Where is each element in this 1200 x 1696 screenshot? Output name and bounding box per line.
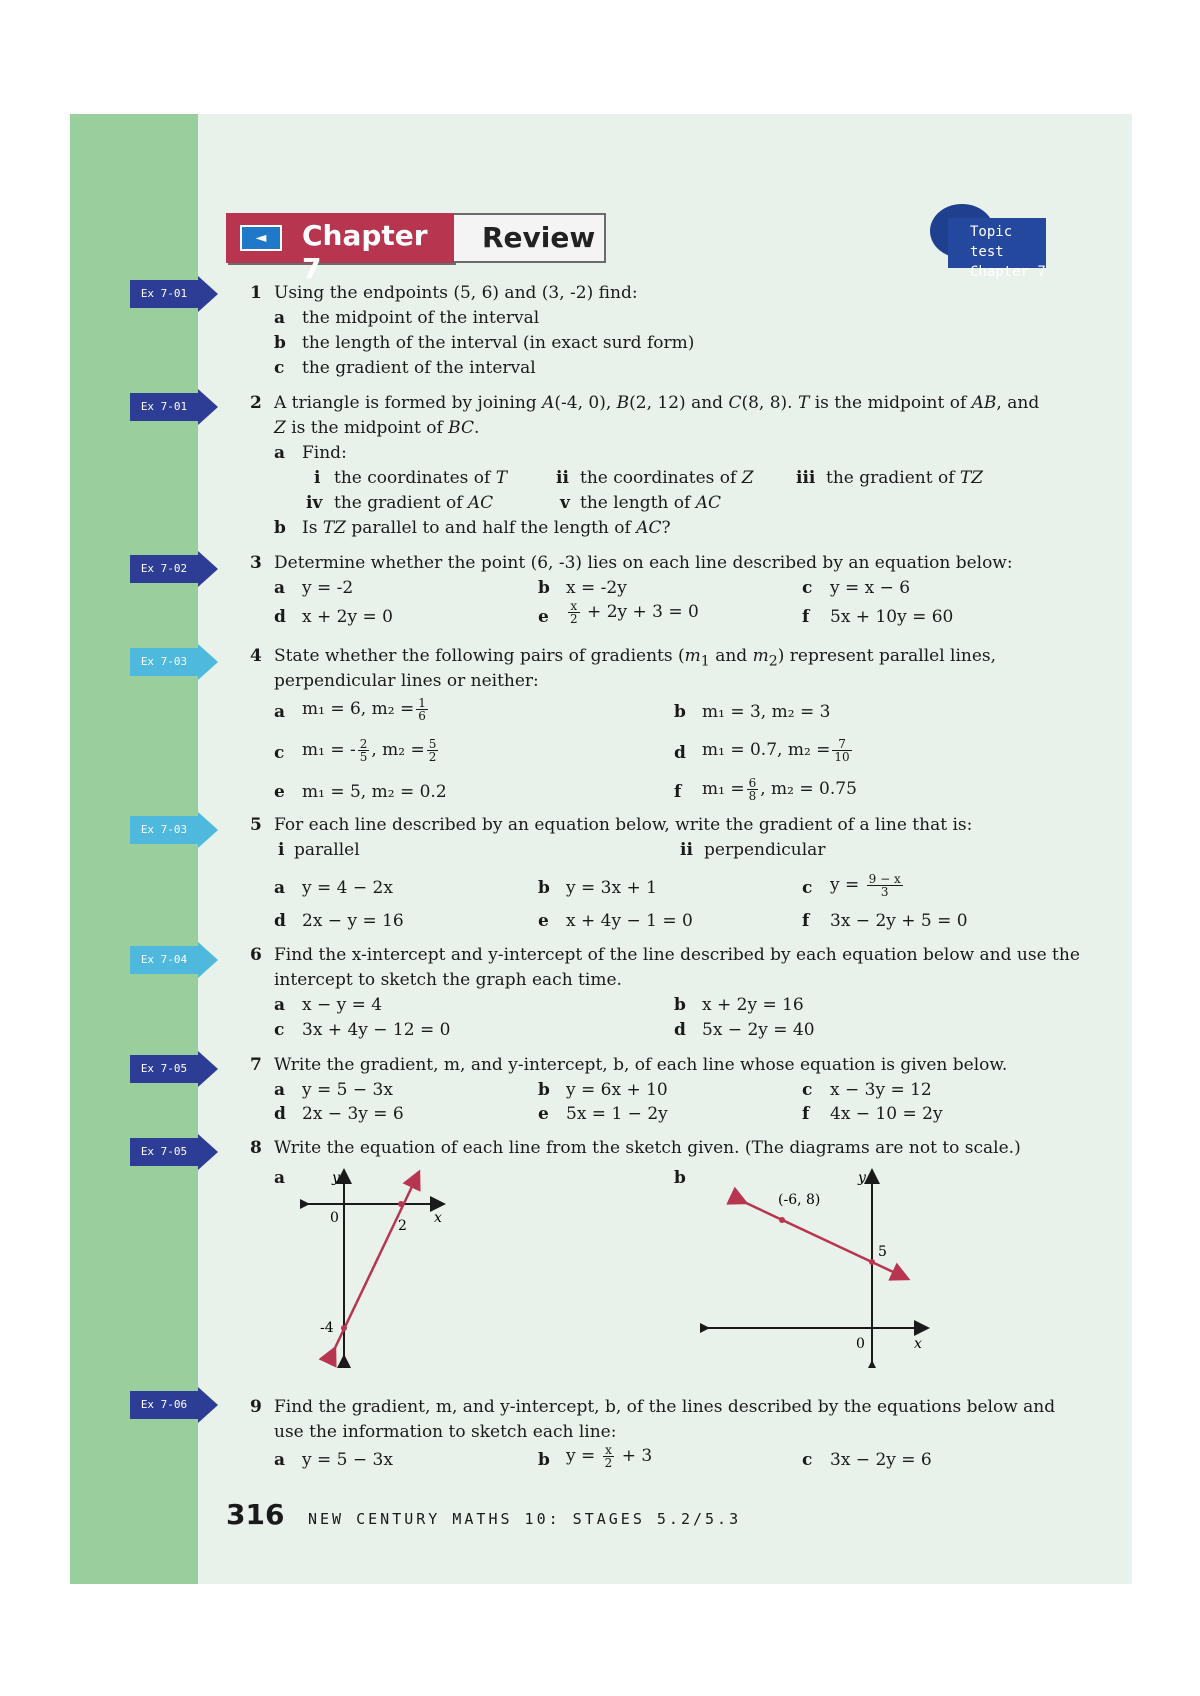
equation: x = -2y: [566, 578, 627, 598]
equation: y = -2: [302, 578, 354, 598]
question-number: 4: [250, 646, 262, 666]
equation: 2x − 3y = 6: [302, 1104, 404, 1124]
question-number: 6: [250, 945, 262, 965]
denominator: 2: [428, 750, 437, 764]
question-stem: Find the gradient, m, and y-intercept, b, of the lines described by the equations below and: [274, 1397, 1056, 1417]
var: C: [728, 393, 742, 413]
part-text: [302, 517, 671, 539]
exercise-link-tag[interactable]: [130, 555, 218, 583]
part-label: a: [274, 308, 286, 328]
text-run: , and: [996, 393, 1040, 413]
graph-b: [700, 1168, 940, 1368]
subpart-label: ii: [680, 840, 693, 860]
var: m: [752, 646, 769, 666]
part-label: a: [274, 1450, 286, 1470]
graph-line: [744, 1202, 906, 1278]
part-label: d: [674, 1020, 686, 1040]
text-run: and: [709, 646, 753, 666]
y-intercept-point: [869, 1259, 875, 1265]
numerator: 5: [428, 737, 437, 751]
text-run: m₁ =: [702, 779, 745, 799]
numerator: x: [603, 1444, 615, 1457]
equation: x + 2y = 0: [302, 607, 393, 627]
subpart-label: i: [314, 468, 321, 488]
tag-arrow-icon: [198, 812, 218, 848]
part-label: f: [802, 911, 810, 931]
fraction: [416, 697, 428, 722]
fraction: [568, 600, 580, 625]
subpart-label: iv: [306, 493, 323, 513]
text-run: the gradient of: [334, 493, 468, 513]
denominator: 10: [834, 750, 850, 764]
part-label: e: [538, 1104, 549, 1124]
equation: [830, 873, 905, 898]
exercise-link-tag[interactable]: [130, 648, 218, 676]
part-label: d: [274, 607, 286, 627]
var: B: [616, 393, 630, 413]
part-label: f: [674, 782, 682, 802]
part-label: b: [674, 1168, 686, 1188]
text-run: (8, 8).: [741, 393, 798, 413]
question-stem: For each line described by an equation below, write the gradient of a line that is:: [274, 815, 973, 835]
question-stem-line2: [274, 417, 479, 439]
equation: 3x − 2y = 6: [830, 1450, 932, 1470]
numerator: 7: [832, 738, 851, 751]
tag-label: Ex 7-01: [130, 280, 198, 308]
part-text: Find:: [302, 443, 347, 463]
var: T: [495, 468, 508, 488]
y-intercept-label: -4: [320, 1320, 334, 1336]
tag-arrow-icon: [198, 1387, 218, 1423]
part-label: a: [274, 443, 286, 463]
text-run: , m₂ = 0.75: [760, 779, 857, 799]
equation: [566, 1444, 652, 1469]
text-run: the coordinates of: [580, 468, 742, 488]
question-stem: Write the equation of each line from the sketch given. (The diagrams are not to scale.): [274, 1138, 1021, 1158]
subpart-text: [334, 467, 507, 489]
x-intercept-label: 2: [398, 1218, 407, 1234]
part-label: e: [538, 911, 549, 931]
numerator: 2: [359, 737, 368, 751]
question-stem: Write the gradient, m, and y-intercept, b, of each line whose equation is given below.: [274, 1055, 1008, 1075]
question-stem: Find the x-intercept and y-intercept of the line described by each equation below and use the: [274, 945, 1080, 965]
equation: 2x − y = 16: [302, 911, 404, 931]
page-number: 316: [226, 1498, 285, 1531]
subpart-label: iii: [796, 468, 816, 488]
fraction: [747, 777, 759, 802]
part-label: c: [274, 358, 285, 378]
part-label: b: [538, 578, 550, 598]
question-stem-line2: use the information to sketch each line:: [274, 1422, 617, 1442]
tag-arrow-icon: [198, 942, 218, 978]
question-stem: Determine whether the point (6, -3) lies on each line described by an equation below:: [274, 553, 1013, 573]
subpart-text: perpendicular: [704, 840, 826, 860]
chapter-title: Chapter 7: [302, 219, 428, 285]
y-intercept-label: 5: [878, 1244, 887, 1260]
part-label: b: [674, 702, 686, 722]
tag-label: Ex 7-06: [130, 1391, 198, 1419]
denominator: 6: [418, 709, 426, 723]
numerator: 1: [418, 696, 426, 710]
part-label: c: [802, 1450, 813, 1470]
numerator: 6: [748, 776, 757, 790]
text-run: ) represent parallel lines,: [777, 646, 997, 666]
question-stem: Using the endpoints (5, 6) and (3, -2) find:: [274, 283, 638, 303]
part-label: d: [274, 1104, 286, 1124]
equation: m₁ = 5, m₂ = 0.2: [302, 782, 447, 802]
numerator: 9 − x: [868, 872, 901, 886]
var: AC: [467, 493, 494, 513]
text-run: m₁ = 6, m₂ =: [302, 699, 415, 719]
question-number: 2: [250, 393, 262, 413]
exercise-link-tag[interactable]: [130, 280, 218, 308]
part-label: c: [802, 1080, 813, 1100]
fraction: [867, 873, 903, 898]
equation: y = 4 − 2x: [302, 878, 393, 898]
graph-line: [334, 1174, 418, 1350]
part-label: e: [538, 607, 549, 627]
equation: 5x + 10y = 60: [830, 607, 954, 627]
part-label: f: [802, 1104, 810, 1124]
subscript: 1: [700, 653, 710, 670]
part-text: the midpoint of the interval: [302, 308, 540, 328]
text-run: A triangle is formed by joining: [274, 393, 543, 413]
question-number: 7: [250, 1055, 262, 1075]
exercise-link-tag[interactable]: [130, 1138, 218, 1166]
part-label: c: [802, 878, 813, 898]
tag-arrow-icon: [198, 1134, 218, 1170]
y-intercept-point: [341, 1325, 347, 1331]
equation: 5x = 1 − 2y: [566, 1104, 668, 1124]
text-run: .: [473, 418, 480, 438]
text-run: (-4, 0),: [554, 393, 617, 413]
graph-a: [300, 1168, 460, 1368]
question-number: 3: [250, 553, 262, 573]
part-label: a: [274, 878, 286, 898]
numerator: x: [568, 600, 580, 613]
var: AC: [695, 493, 721, 513]
y-axis-label: y: [332, 1170, 340, 1186]
point-label: (-6, 8): [778, 1192, 821, 1208]
equation: 3x + 4y − 12 = 0: [302, 1020, 451, 1040]
var: m: [684, 646, 701, 666]
var: TZ: [959, 468, 984, 488]
equation: [702, 777, 857, 802]
question-stem-line2: intercept to sketch the graph each time.: [274, 970, 622, 990]
equation: y = x − 6: [830, 578, 911, 598]
origin-label: 0: [330, 1210, 339, 1226]
part-label: b: [274, 518, 286, 538]
subpart-label: i: [278, 840, 285, 860]
var: AC: [636, 518, 662, 538]
equation: 3x − 2y + 5 = 0: [830, 911, 968, 931]
tag-label: Ex 7-03: [130, 648, 198, 676]
part-label: b: [274, 333, 286, 353]
text-run: is the midpoint of: [285, 418, 449, 438]
subpart-text: [334, 492, 493, 514]
exercise-link-tag[interactable]: [130, 1055, 218, 1083]
text-run: is the midpoint of: [809, 393, 972, 413]
equation: x − y = 4: [302, 995, 383, 1015]
tag-arrow-icon: [198, 389, 218, 425]
text-run: parallel to and half the length of: [346, 518, 637, 538]
subpart-text: [580, 467, 754, 489]
denominator: 8: [748, 789, 757, 803]
subpart-label: v: [560, 493, 570, 513]
x-axis-label: x: [914, 1336, 922, 1352]
part-text: the gradient of the interval: [302, 358, 536, 378]
question-stem-line2: perpendicular lines or neither:: [274, 671, 539, 691]
part-label: c: [274, 743, 285, 763]
var: T: [797, 393, 810, 413]
subscript: 2: [768, 653, 778, 670]
review-banner: [454, 213, 606, 263]
part-label: f: [802, 607, 810, 627]
subpart-label: ii: [556, 468, 569, 488]
question-stem: [274, 645, 996, 672]
text-run: the length of: [580, 493, 696, 513]
equation: y = 3x + 1: [566, 878, 657, 898]
part-label: b: [674, 995, 686, 1015]
equation: x + 2y = 16: [702, 995, 804, 1015]
subpart-text: parallel: [294, 840, 360, 860]
chapter-header: [226, 213, 606, 285]
book-title: NEW CENTURY MATHS 10: STAGES 5.2/5.3: [308, 1510, 742, 1528]
question-stem: [274, 392, 1039, 414]
text-run: y =: [830, 875, 860, 895]
equation: [302, 738, 440, 763]
text-run: State whether the following pairs of gradients (: [274, 646, 685, 666]
tag-arrow-icon: [198, 644, 218, 680]
chapter-banner: [226, 213, 454, 285]
fraction: [603, 1444, 615, 1469]
exercise-link-tag[interactable]: [130, 393, 218, 421]
text-run: y =: [566, 1446, 596, 1466]
text-run: m₁ = 0.7, m₂ =: [702, 740, 831, 760]
part-label: a: [274, 1080, 286, 1100]
topic-test-label: [948, 218, 1046, 280]
var: Z: [274, 418, 286, 438]
equation: 5x − 2y = 40: [702, 1020, 815, 1040]
subpart-text: [826, 467, 983, 489]
equation: 4x − 10 = 2y: [830, 1104, 943, 1124]
equation: y = 6x + 10: [566, 1080, 668, 1100]
part-label: d: [674, 743, 686, 763]
question-number: 5: [250, 815, 262, 835]
exercise-link-tag[interactable]: [130, 946, 218, 974]
equation: y = 5 − 3x: [302, 1080, 393, 1100]
x-intercept-point: [398, 1201, 404, 1207]
part-label: b: [538, 1080, 550, 1100]
part-label: a: [274, 1168, 286, 1188]
denominator: 2: [570, 612, 578, 626]
part-label: a: [274, 995, 286, 1015]
fraction: [358, 738, 370, 763]
text-run: the gradient of: [826, 468, 960, 488]
tag-arrow-icon: [198, 276, 218, 312]
tag-label: Ex 7-05: [130, 1138, 198, 1166]
equation: [302, 697, 430, 722]
tag-arrow-icon: [198, 1051, 218, 1087]
review-title: Review: [482, 221, 596, 254]
equation: [566, 600, 699, 625]
origin-label: 0: [856, 1336, 865, 1352]
back-arrow-icon[interactable]: ◄: [240, 225, 282, 251]
exercise-link-tag[interactable]: [130, 816, 218, 844]
exercise-link-tag[interactable]: [130, 1391, 218, 1419]
question-number: 8: [250, 1138, 262, 1158]
text-run: + 3: [621, 1446, 653, 1466]
var: Z: [741, 468, 754, 488]
part-label: a: [274, 578, 286, 598]
labeled-point: [779, 1217, 785, 1223]
equation: [702, 738, 854, 763]
y-axis-label: y: [858, 1170, 866, 1186]
question-number: 1: [250, 283, 262, 303]
text-run: m₁ = -: [302, 740, 356, 760]
equation: x + 4y − 1 = 0: [566, 911, 693, 931]
fraction: [427, 738, 439, 763]
denominator: 2: [604, 1456, 613, 1470]
var: TZ: [322, 518, 346, 538]
topic-test-button[interactable]: [930, 204, 1050, 280]
tag-label: Ex 7-02: [130, 555, 198, 583]
part-label: d: [274, 911, 286, 931]
text-run: the coordinates of: [334, 468, 496, 488]
text-run: ?: [661, 518, 671, 538]
var: BC: [448, 418, 474, 438]
margin-column: [70, 114, 198, 1584]
subpart-text: [580, 492, 721, 514]
part-label: c: [274, 1020, 285, 1040]
equation: y = 5 − 3x: [302, 1450, 393, 1470]
fraction: [832, 738, 851, 763]
topic-test-line2: Chapter 7: [970, 264, 1046, 280]
denominator: 5: [359, 750, 368, 764]
var: A: [542, 393, 555, 413]
tag-label: Ex 7-05: [130, 1055, 198, 1083]
part-label: b: [538, 1450, 550, 1470]
topic-test-line1: Topic test: [970, 224, 1013, 260]
text-run: , m₂ =: [371, 740, 425, 760]
text-run: + 2y + 3 = 0: [587, 602, 699, 622]
denominator: 3: [880, 885, 889, 899]
tag-label: Ex 7-03: [130, 816, 198, 844]
question-number: 9: [250, 1397, 262, 1417]
equation: m₁ = 3, m₂ = 3: [702, 702, 831, 722]
part-label: c: [802, 578, 813, 598]
tag-label: Ex 7-01: [130, 393, 198, 421]
equation: x − 3y = 12: [830, 1080, 932, 1100]
part-label: e: [274, 782, 285, 802]
tag-label: Ex 7-04: [130, 946, 198, 974]
part-label: a: [274, 702, 286, 722]
part-text: the length of the interval (in exact surd form): [302, 333, 695, 353]
tag-arrow-icon: [198, 551, 218, 587]
text-run: (2, 12) and: [629, 393, 729, 413]
text-run: Is: [302, 518, 323, 538]
part-label: b: [538, 878, 550, 898]
x-axis-label: x: [434, 1210, 442, 1226]
var: AB: [971, 393, 997, 413]
